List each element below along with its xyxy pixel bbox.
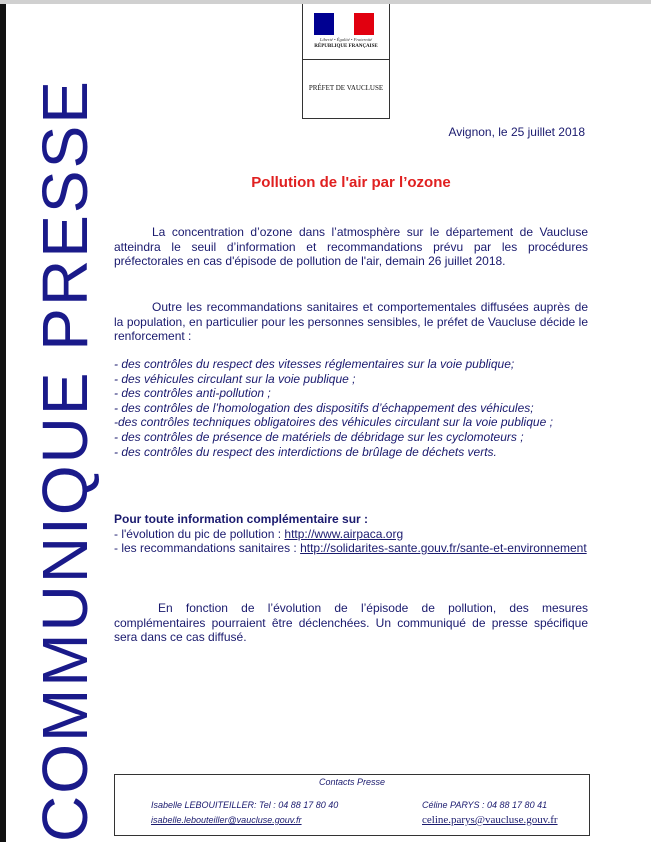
logo-motto: Liberté • Égalité • Fraternité xyxy=(319,37,373,42)
list-item: - des contrôles de présence de matériels de débridage sur les cyclomoteurs ; xyxy=(114,429,524,444)
logo-republic: RÉPUBLIQUE FRANÇAISE xyxy=(314,44,378,49)
prefecture-logo xyxy=(302,4,390,119)
flag-red xyxy=(354,13,374,35)
paragraph-measures: Outre les recommandations sanitaires et comportementales diffusées auprès de la population, en particulier pour les personnes sensibles, le préfet de Vaucluse décide le renforcement : xyxy=(114,300,588,344)
paragraph-intro: La concentration d’ozone dans l’atmosphère sur le département de Vaucluse atteindra le seuil d’information et recommandations prévu par les procédures préfectorales en cas d'épisode de pollution de l'air, demain 26 juillet 2018. xyxy=(114,225,588,269)
list-item: - des contrôles du respect des interdictions de brûlage de déchets verts. xyxy=(114,444,497,459)
logo-divider xyxy=(303,59,389,60)
list-item: - des contrôles de l’homologation des dispositifs d’échappement des véhicules; xyxy=(114,400,534,415)
contacts-box xyxy=(114,774,590,836)
contact-right-email[interactable]: celine.parys@vaucluse.gouv.fr xyxy=(422,814,558,826)
headline: Pollution de l'air par l’ozone xyxy=(251,174,451,191)
info-section xyxy=(114,512,588,556)
contacts-title: Contacts Presse xyxy=(318,777,386,787)
solidarites-sante-link[interactable]: http://solidarites-sante.gouv.fr/sante-et-environnement xyxy=(300,541,587,556)
info-line-health xyxy=(114,541,588,556)
logo-prefet: PRÉFET DE VAUCLUSE xyxy=(308,84,384,92)
paragraph-conclusion: En fonction de l’évolution de l’épisode de pollution, des mesures complémentaires pourraient être déclenchées. Un communiqué de presse spécifique sera dans ce cas diffusé. xyxy=(114,601,588,645)
info-line-pollution xyxy=(114,527,588,542)
contact-right-name: Céline PARYS : 04 88 17 80 41 xyxy=(422,800,548,810)
controls-list xyxy=(114,357,588,459)
vertical-title: COMMUNIQUE PRESSE xyxy=(29,79,101,842)
list-item: - des contrôles du respect des vitesses réglementaires sur la voie publique; xyxy=(114,357,515,371)
list-item: - des véhicules circulant sur la voie publique ; xyxy=(114,371,356,386)
french-flag-icon xyxy=(314,13,374,35)
info-line-label: - l'évolution du pic de pollution : xyxy=(114,526,285,541)
airpaca-link[interactable]: http://www.airpaca.org xyxy=(284,526,404,541)
press-date: Avignon, le 25 juillet 2018 xyxy=(448,125,585,139)
contact-left-name: Isabelle LEBOUITEILLER: Tel : 04 88 17 80 40 xyxy=(151,800,339,810)
contact-left-email[interactable]: isabelle.lebouteiller@vaucluse.gouv.fr xyxy=(151,815,302,825)
list-item: - des contrôles anti-pollution ; xyxy=(114,386,271,401)
flag-blue xyxy=(314,13,334,35)
list-item: -des contrôles techniques obligatoires des véhicules circulant sur la voie publique ; xyxy=(114,415,553,430)
info-heading: Pour toute information complémentaire sur : xyxy=(114,512,369,526)
info-line-label: - les recommandations sanitaires : xyxy=(114,541,301,556)
flag-white xyxy=(334,13,354,35)
side-rule xyxy=(0,4,6,842)
